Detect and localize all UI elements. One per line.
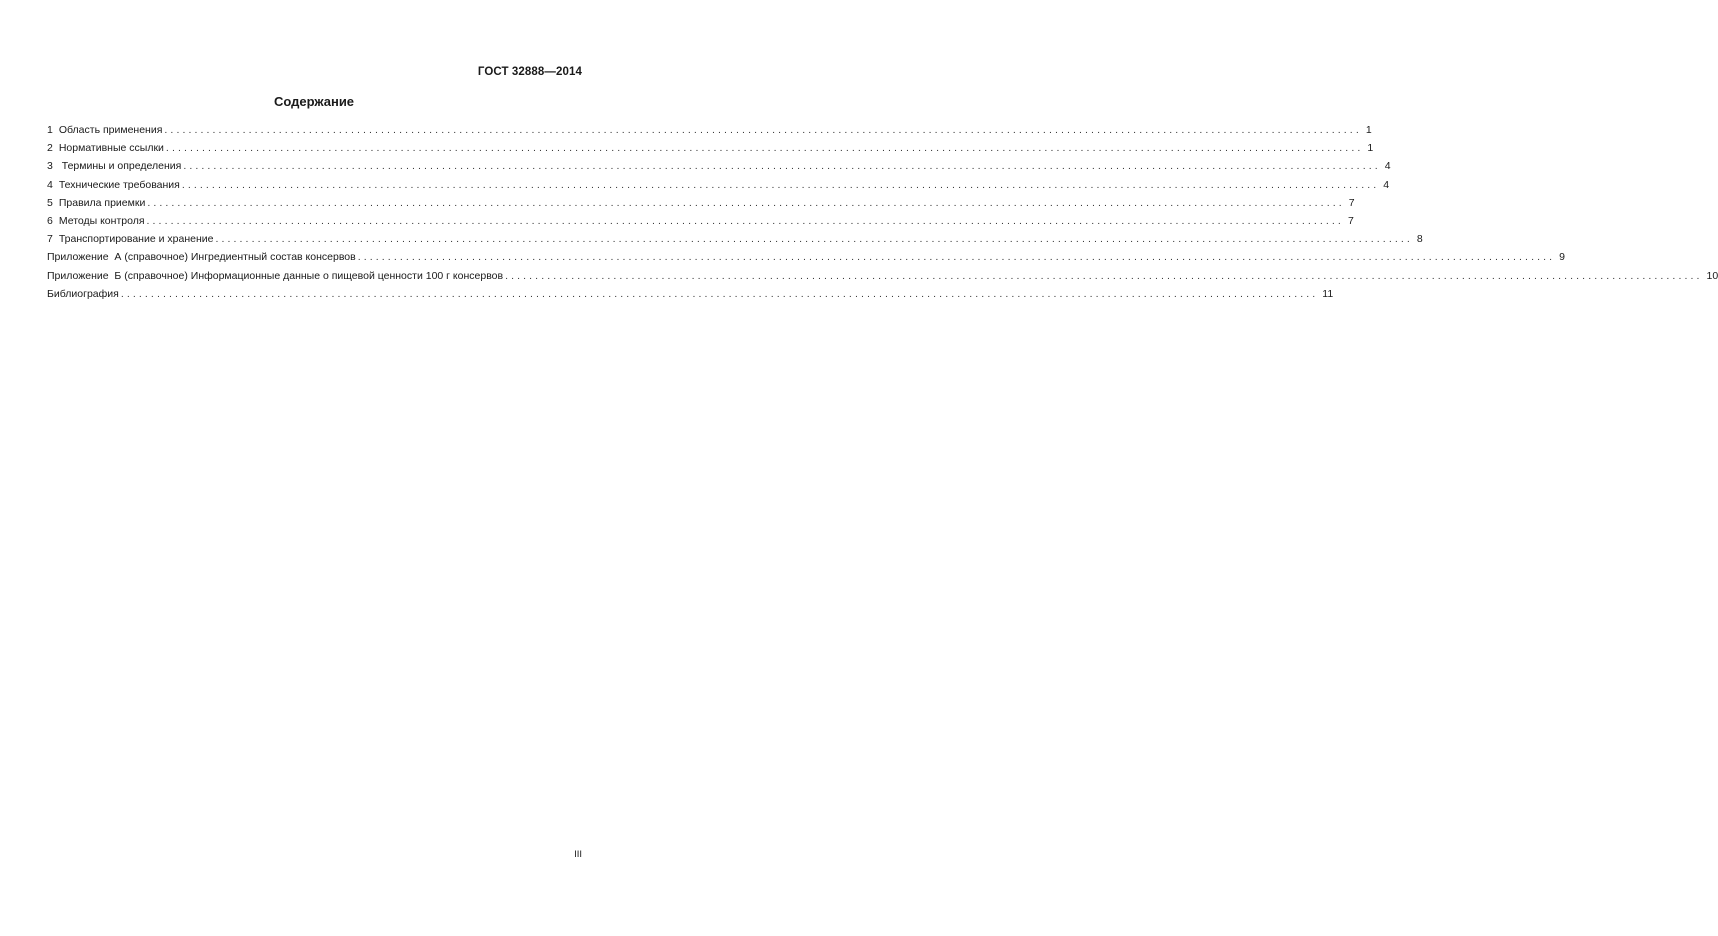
toc-entry-title: Транспортирование и хранение	[58, 233, 214, 246]
toc-dot-leader: .......................................................................................................................................................................................................	[146, 214, 1344, 227]
toc-entry[interactable]	[47, 285, 1334, 303]
toc-entry-page: 1	[1367, 142, 1374, 155]
toc-entry-title: Область применения	[58, 124, 163, 136]
toc-entry-number: 2	[47, 142, 53, 155]
toc-entry[interactable]	[47, 248, 1565, 266]
toc-entry-page: 4	[1384, 160, 1391, 173]
toc-entry-number: 1	[47, 124, 53, 136]
toc-entry[interactable]	[47, 212, 1354, 230]
toc-entry-title: Приложение Б (справочное) Информационные данные о пищевой ценности 100 г консервов	[47, 269, 504, 282]
toc-dot-leader: .......................................................................................................................................................................................................	[357, 251, 1556, 264]
toc-entry-number: 7	[47, 233, 53, 246]
toc-entry-page: 7	[1347, 214, 1354, 227]
toc-dot-leader: .......................................................................................................................................................................................................	[505, 269, 1703, 282]
toc-entry-title: Технические требования	[58, 178, 180, 191]
toc-entry[interactable]	[47, 267, 1718, 285]
toc-entry-page: 4	[1383, 178, 1390, 191]
toc-entry[interactable]	[47, 176, 1390, 194]
toc-title: Содержание	[273, 94, 355, 109]
toc-entry-number: 4	[47, 178, 53, 191]
toc-entry-title: Правила приемки	[58, 196, 146, 209]
toc-entry-page: 10	[1706, 269, 1718, 282]
page-number: III	[574, 849, 582, 860]
table-of-contents	[47, 121, 1718, 303]
toc-dot-leader: .......................................................................................................................................................................................................	[183, 160, 1381, 173]
toc-entry-title: Нормативные ссылки	[58, 142, 164, 155]
toc-entry[interactable]	[47, 230, 1423, 248]
toc-dot-leader: .......................................................................................................................................................................................................	[215, 233, 1413, 246]
toc-entry-number: 5	[47, 196, 53, 209]
toc-entry-page: 7	[1348, 196, 1355, 209]
toc-entry-number: 3	[47, 160, 53, 173]
document-code: ГОСТ 32888—2014	[477, 66, 582, 78]
toc-entry-title: Приложение А (справочное) Ингредиентный состав консервов	[47, 251, 356, 264]
toc-entry-title: Методы контроля	[58, 214, 145, 227]
toc-entry[interactable]	[47, 139, 1374, 157]
toc-entry-title: Термины и определения	[58, 160, 182, 173]
toc-entry-page: 11	[1322, 287, 1334, 300]
toc-dot-leader: .......................................................................................................................................................................................................	[164, 124, 1362, 136]
toc-dot-leader: .......................................................................................................................................................................................................	[181, 178, 1380, 191]
toc-entry[interactable]	[47, 157, 1391, 175]
toc-entry-page: 1	[1365, 124, 1372, 136]
toc-dot-leader: .......................................................................................................................................................................................................	[165, 142, 1364, 155]
toc-dot-leader: .......................................................................................................................................................................................................	[120, 287, 1319, 300]
toc-dot-leader: .......................................................................................................................................................................................................	[147, 196, 1345, 209]
toc-entry-title: Библиография	[47, 287, 119, 300]
toc-entry-page: 8	[1416, 233, 1423, 246]
toc-entry-number: 6	[47, 214, 53, 227]
toc-entry[interactable]	[47, 121, 1372, 139]
toc-entry[interactable]	[47, 194, 1355, 212]
toc-entry-page: 9	[1559, 251, 1565, 264]
